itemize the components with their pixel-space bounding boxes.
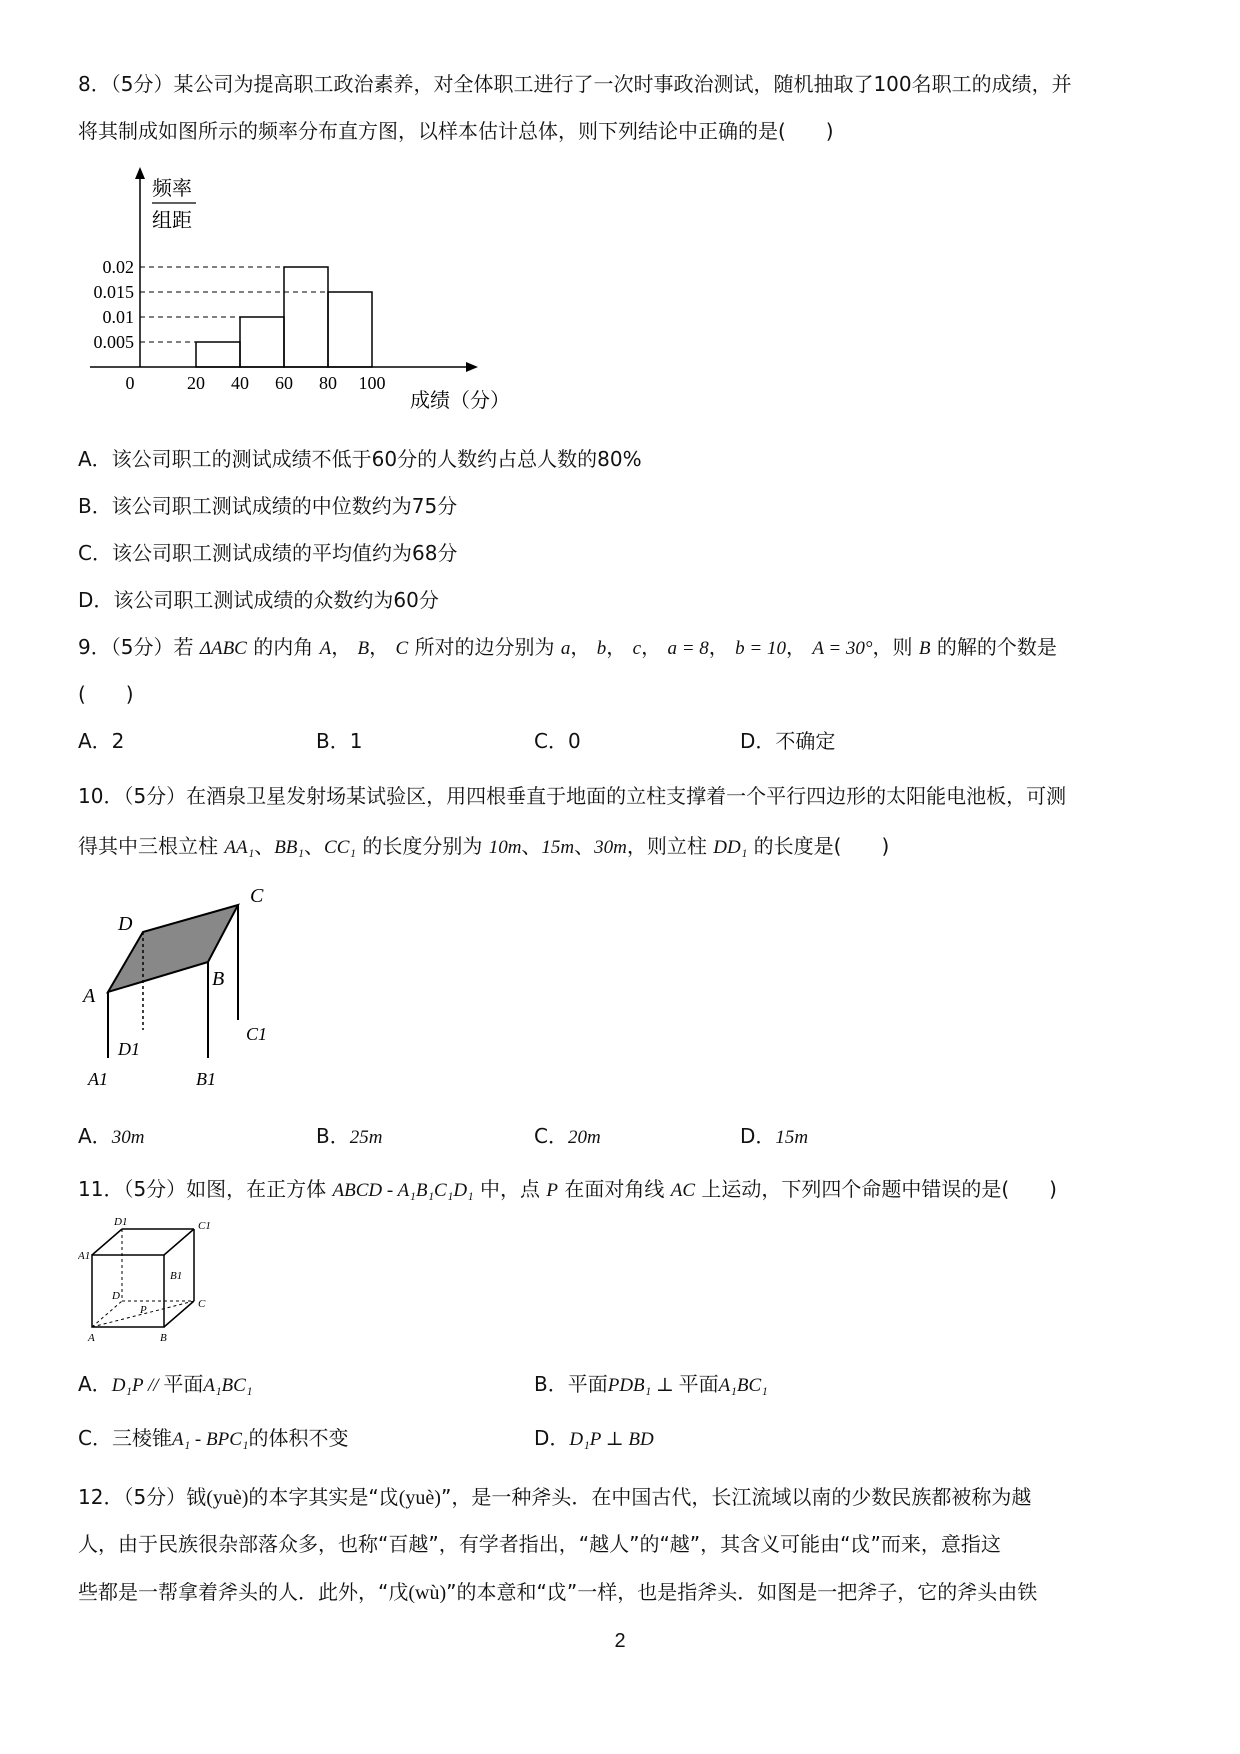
q10-text-d: 的长度是 <box>753 834 834 858</box>
x-tick-label: 100 <box>358 373 386 393</box>
q11-option-c-text2: 的体积不变 <box>248 1426 349 1450</box>
q12-text-a: 12．（5分）钺 <box>78 1485 207 1509</box>
q9-text-c: 所对的边分别为 <box>414 635 555 659</box>
x-tick-label: 0 <box>125 373 135 393</box>
q10-option-d[interactable] <box>740 1122 808 1152</box>
histogram <box>60 165 580 425</box>
q10-text-c: ，则立柱 <box>626 834 707 858</box>
q9-sep: ， <box>641 635 662 659</box>
q9-eq1: a = 8 <box>667 638 709 659</box>
q8-line1: 8．（5分）某公司为提高职工政治素养，对全体职工进行了一次时事政治测试，随机抽取了100名职工的成绩，并 <box>78 72 1072 96</box>
q11-line1 <box>78 1175 1057 1205</box>
q12-text-3a: 些都是一帮拿着斧头的人．此外，“戊 <box>78 1580 409 1604</box>
cube-label-b: B <box>160 1332 167 1344</box>
q9-text-b: 的内角 <box>253 635 314 659</box>
q11-option-b-math: PDB₁ ⊥ <box>607 1375 679 1396</box>
solar-panel-figure <box>78 880 278 1095</box>
q9-angle-a: A <box>319 638 332 659</box>
x-tick-label: 80 <box>319 373 337 393</box>
y-tick-label: 0.005 <box>93 332 134 352</box>
q9-side-c: c <box>632 638 642 659</box>
q10-option-d-value: 15m <box>775 1127 809 1148</box>
q10-option-a[interactable] <box>78 1122 144 1152</box>
q12-pinyin-1: (yuè) <box>206 1487 249 1509</box>
label-a: A <box>83 985 96 1007</box>
q9-angle-c: C <box>395 638 409 659</box>
q11-cube: ABCD - A₁B₁C₁D₁ <box>332 1180 474 1201</box>
ylabel-bottom: 组距 <box>152 208 192 232</box>
q9-line1 <box>78 633 1057 663</box>
q8-option-a[interactable]: A．该公司职工的测试成绩不低于60分的人数约占总人数的80% <box>78 447 642 471</box>
label-a1: A1 <box>88 1069 108 1089</box>
q10-aa1: AA₁ <box>224 837 255 858</box>
q12-line2: 人，由于民族很杂部落众多，也称“百越”，有学者指出，“越人”的“越”，其含义可能由“戉”而来，意指这 <box>78 1532 1001 1556</box>
cube-label-b1: B1 <box>170 1270 183 1282</box>
q10-line1: 10．（5分）在酒泉卫星发射场某试验区，用四根垂直于地面的立柱支撑着一个平行四边形的太阳能电池板，可测 <box>78 784 1067 808</box>
q12-text-c: ”，是一种斧头．在中国古代，长江流域以南的少数民族都被称为越 <box>440 1485 1032 1509</box>
page-number: 2 <box>614 1630 626 1652</box>
q9-option-c[interactable]: C．0 <box>534 729 581 753</box>
q12-text-b: 的本字其实是“戉 <box>248 1485 399 1509</box>
q11-option-d-letter: D． <box>534 1426 570 1450</box>
q11-text-c: 在面对角线 <box>564 1177 665 1201</box>
q10-option-b-letter: B． <box>316 1124 350 1148</box>
q8-option-d[interactable]: D．该公司职工测试成绩的众数约为60分 <box>78 588 439 612</box>
q9-sep: ， <box>570 635 591 659</box>
q10-paren: ( ) <box>833 834 890 858</box>
q9-text-a: 9．（5分）若 <box>78 635 194 659</box>
q9-side-a: a <box>560 638 571 659</box>
q10-dun: 、 <box>574 834 595 858</box>
x-tick-label: 60 <box>275 373 293 393</box>
q10-value-2: 15m <box>541 837 575 858</box>
q10-cc1: CC₁ <box>324 837 356 858</box>
cube-label-p: P <box>140 1304 147 1316</box>
q9-angle-b: B <box>357 638 370 659</box>
q9-text-e: 的解的个数是 <box>936 635 1057 659</box>
q11-option-b-text: 平面 <box>567 1372 608 1396</box>
q12-line3 <box>78 1578 1037 1607</box>
histogram-bar <box>240 317 284 367</box>
q9-sep: ， <box>369 635 390 659</box>
q11-option-c-math: A₁ - BPC₁ <box>171 1429 249 1450</box>
histogram-bar <box>196 342 240 367</box>
q11-option-b[interactable] <box>534 1370 768 1400</box>
cube-edge-a1d1 <box>92 1229 122 1255</box>
q12-text-3b: ”的本意和“戉”一样，也是指斧头．如图是一把斧子，它的斧头由铁 <box>446 1580 1038 1604</box>
q8-option-c[interactable]: C．该公司职工测试成绩的平均值约为68分 <box>78 541 458 565</box>
q11-option-d[interactable] <box>534 1424 654 1454</box>
q8-line2-text: 将其制成如图所示的频率分布直方图，以样本估计总体，则下列结论中正确的是 <box>78 119 778 143</box>
q9-triangle: ΔABC <box>199 638 247 659</box>
cube-label-a1: A1 <box>78 1250 91 1262</box>
y-tick-label: 0.015 <box>93 282 134 302</box>
q9-option-a[interactable]: A．2 <box>78 729 125 753</box>
cube-label-c1: C1 <box>198 1220 211 1232</box>
q11-text-a: 11．（5分）如图，在正方体 <box>78 1177 327 1201</box>
q11-ac: AC <box>670 1180 695 1201</box>
q10-bb1: BB₁ <box>274 837 305 858</box>
y-tick-label: 0.02 <box>102 257 134 277</box>
q12-pinyin-2: (yuè) <box>398 1487 441 1509</box>
q9-option-d[interactable]: D．不确定 <box>740 729 836 753</box>
q11-option-a-math2: A₁BC₁ <box>203 1375 253 1396</box>
q11-option-c-text: 三棱锥 <box>111 1426 172 1450</box>
q9-text-d: ，则 <box>872 635 913 659</box>
cube-edge-ad <box>92 1301 122 1327</box>
q9-option-b[interactable]: B．1 <box>316 729 363 753</box>
histogram-bar <box>284 267 328 367</box>
label-c: C <box>250 885 264 907</box>
xlabel: 成绩（分） <box>410 388 510 412</box>
q11-option-b-letter: B． <box>534 1372 568 1396</box>
label-d1: D1 <box>118 1039 140 1059</box>
label-d: D <box>118 913 133 935</box>
q11-text-d: 上运动，下列四个命题中错误的是 <box>701 1177 1002 1201</box>
label-b1: B1 <box>196 1069 216 1089</box>
q9-side-b: b <box>596 638 607 659</box>
q10-option-a-letter: A． <box>78 1124 112 1148</box>
y-axis-arrow <box>135 167 145 179</box>
x-axis-arrow <box>466 362 478 372</box>
q10-text-b: 的长度分别为 <box>362 834 483 858</box>
q11-option-d-math: D₁P ⊥ BD <box>569 1429 654 1450</box>
q8-option-b[interactable]: B．该公司职工测试成绩的中位数约为75分 <box>78 494 458 518</box>
q10-dun: 、 <box>254 834 275 858</box>
q12-pinyin-3: (wù) <box>408 1582 447 1604</box>
q9-eq3: A = 30° <box>812 638 873 659</box>
q9-paren: ( ) <box>78 682 134 706</box>
q10-line2 <box>78 832 889 862</box>
q10-dun: 、 <box>304 834 325 858</box>
y-tick-label: 0.01 <box>102 307 134 327</box>
q10-option-c-letter: C． <box>534 1124 568 1148</box>
q10-option-d-letter: D． <box>740 1124 776 1148</box>
q12-line1 <box>78 1483 1031 1512</box>
q11-point-p: P <box>546 1180 558 1201</box>
q10-option-a-value: 30m <box>111 1127 145 1148</box>
q11-option-b-text2: 平面 <box>678 1372 719 1396</box>
q11-option-a-text: 平面 <box>163 1372 204 1396</box>
cube-edge-bc <box>164 1301 194 1327</box>
q9-sep: ， <box>606 635 627 659</box>
q11-option-a-letter: A． <box>78 1372 112 1396</box>
q11-option-c[interactable] <box>78 1424 349 1454</box>
cube-label-d: D <box>112 1290 120 1302</box>
q10-option-c[interactable] <box>534 1122 601 1152</box>
q11-option-c-letter: C． <box>78 1426 112 1450</box>
q10-option-b-value: 25m <box>349 1127 383 1148</box>
x-tick-label: 20 <box>187 373 205 393</box>
label-b: B <box>212 968 225 990</box>
q9-sep: ， <box>331 635 352 659</box>
cube-label-a: A <box>88 1332 95 1344</box>
q10-text-a: 得其中三根立柱 <box>78 834 218 858</box>
x-tick-label: 40 <box>231 373 249 393</box>
q9-angle-b-ref: B <box>918 638 931 659</box>
q10-value-1: 10m <box>488 837 522 858</box>
q11-option-a[interactable] <box>78 1370 252 1400</box>
q10-value-3: 30m <box>594 837 627 858</box>
q11-option-a-math: D₁P // <box>111 1375 164 1396</box>
cube-figure <box>78 1215 238 1345</box>
q8-paren: ( ) <box>778 119 834 143</box>
cube-edge-b1c1 <box>164 1229 194 1255</box>
q9-eq2: b = 10 <box>735 638 786 659</box>
cube-label-c: C <box>198 1298 206 1310</box>
histogram-bar <box>328 292 372 367</box>
ylabel-top: 频率 <box>152 176 192 200</box>
q10-dd1: DD₁ <box>713 837 748 858</box>
q9-sep: ， <box>708 635 729 659</box>
q11-paren: ( ) <box>1001 1177 1057 1201</box>
cube-label-d1: D1 <box>114 1216 128 1228</box>
q9-sep: ， <box>785 635 806 659</box>
cube-front-face <box>92 1255 164 1327</box>
q11-option-b-math2: A₁BC₁ <box>718 1375 768 1396</box>
q10-option-c-value: 20m <box>567 1127 601 1148</box>
label-c1: C1 <box>246 1024 268 1044</box>
q10-dun: 、 <box>521 834 542 858</box>
q8-line2 <box>78 117 834 145</box>
q10-option-b[interactable] <box>316 1122 382 1152</box>
q11-text-b: 中，点 <box>480 1177 541 1201</box>
